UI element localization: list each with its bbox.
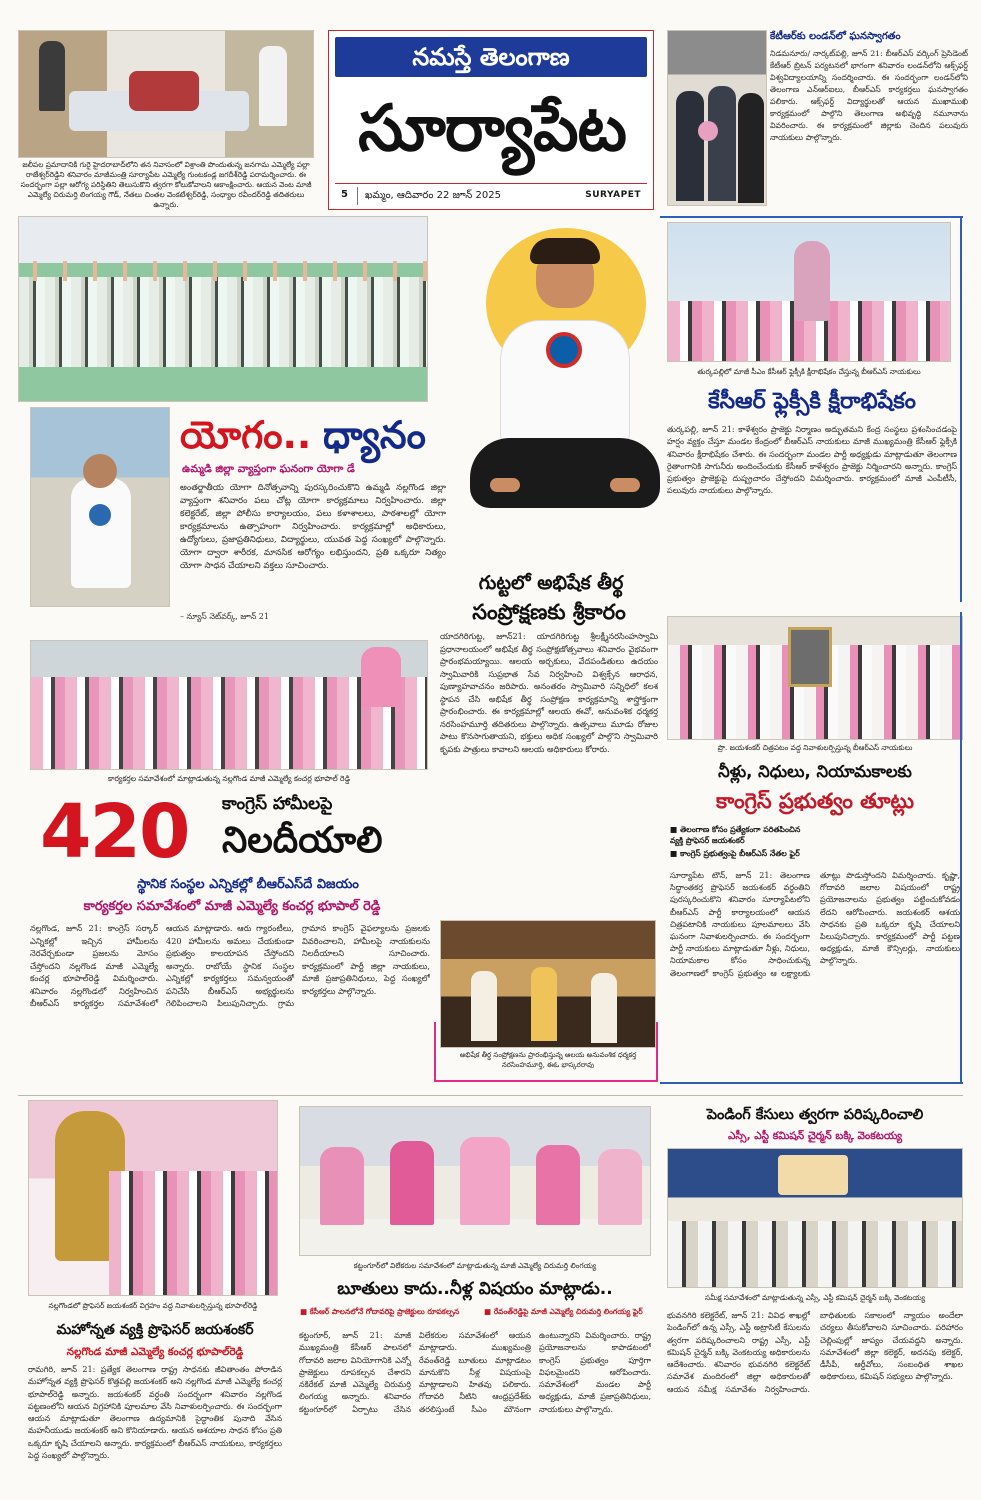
congress-bullet-1-text: తెలంగాణ కోసం ప్రత్యేకంగా పరితపించిన వ్యక్తి ప్రొఫెసర్ జయశంకర్	[670, 825, 801, 845]
commission-meeting-photo	[667, 1148, 963, 1288]
bullet-dot-icon: ■	[484, 1307, 494, 1316]
press-meet-photo	[299, 1106, 651, 1256]
kcr-flexi-photo	[667, 222, 951, 362]
yoga-credit: – న్యూస్ నెట్‌వర్క్, జూన్ 21	[180, 612, 269, 621]
masthead-brand-band	[335, 37, 647, 77]
pending-subheadline: ఎస్సీ, ఎస్టీ కమిషన్ చైర్మన్ బక్కి వెంకటయ్య	[727, 1130, 903, 1142]
edition-title: సూర్యాపేట	[358, 92, 626, 166]
pending-headline: పెండింగ్ కేసులు త్వరగా పరిష్కరించాలి	[706, 1107, 924, 1123]
page-number: 5	[341, 189, 348, 200]
r420-sub1: స్థానిక సంస్థల ఎన్నికల్లో బీఆర్ఎస్‌దే విజయం	[137, 877, 359, 892]
paper-name: నమస్తే తెలంగాణ	[412, 43, 570, 71]
buthulu-bullet-2-text: రేవంత్‌రెడ్డిపై మాజీ ఎమ్మెల్యే చిరుమర్తి లింగయ్య ఫైర్	[493, 1307, 643, 1316]
press-meet-caption: కట్టంగూర్‌లో విలేకరుల సమావేశంలో మాట్లాడుతున్న మాజీ ఎమ్మెల్యే చిరుమర్తి లింగయ్య	[353, 1261, 597, 1270]
edition-english: SURYAPET	[585, 190, 641, 200]
kcr-flexi-caption: తుర్కపల్లిలో మాజీ సీఎం కేసీఆర్ ఫ్లెక్సీకి క్షీరాభిషేకం చేస్తున్న బీఆర్‌ఎస్ నాయకులు	[697, 367, 921, 376]
guttalo-headline-line2: సంప్రోక్షణకు శ్రీకారం	[472, 600, 626, 624]
hospital-visit-caption: జలీపల ప్రమాదానికి గురై హైదరాబాద్‌లోని తన నివాసంలో విశ్రాంతి పొందుతున్న జనగామ ఎమ్మెల్యే పల్లా రాజేశ్వర్‌రెడ్డిని శనివారం మాజీమంత్రి సూర్యాపేట ఎమ్మెల్యే గుంటకండ్ల జగదీశ్‌రెడ్డి పరామర్శించారు. ఈ సందర్భంగా పల్లా ఆరోగ్య పరిస్థితిని తెలుసుకొని త్వరగా కోలుకోవాలని ఆకాంక్షించారు. ఆయన వెంట మాజీ ఎమ్మెల్యే చిరుమర్తి లింగయ్య గౌడ్, నేతలు చింతల వెంకటేశ్వర్‌రెడ్డి, సంధ్యాల రవీందర్‌రెడ్డి తదితరులు ఉన్నారు.	[20, 160, 312, 209]
yoga-body: అంతర్జాతీయ యోగా దినోత్సవాన్ని పురస్కరించుకొని ఉమ్మడి నల్లగొండ జిల్లా వ్యాప్తంగా శనివారం పలు చోట్ల యోగా కార్యక్రమాలు నిర్వహించారు. జిల్లా కలెక్టరేట్, జిల్లా పోలీసు కార్యాలయం, పలు కళాశాలలు, పాఠశాలల్లో యోగా కార్యక్రమాలను ఉత్సాహంగా నిర్వహించారు. కార్యక్రమాల్లో అధికారులు, ఉద్యోగులు, ప్రజాప్రతినిధులు, విద్యార్థులు, యువత పెద్ద సంఖ్యలో పాల్గొన్నారు. యోగా ద్వారా శారీరక, మానసిక ఆరోగ్యం లభిస్తుందని, ప్రతి ఒక్కరూ నిత్యం యోగా సాధన చేయాలని వక్తలు సూచించారు.	[180, 483, 446, 571]
jayashankar-tribute-caption: ప్రొ. జయశంకర్ చిత్రపటం వద్ద నివాళులర్పిస్తున్న బీఆర్‌ఎస్ నాయకులు	[717, 743, 913, 752]
r420-headline-line2: నిలదీయాలి	[222, 820, 383, 861]
bullet-dot-icon: ■	[670, 849, 681, 858]
yoga-headline-part1: యోగం..	[180, 413, 312, 457]
guttalo-temple-photo	[440, 920, 656, 1048]
yoga-subheadline: ఉమ్మడి జిల్లా వ్యాప్తంగా ఘనంగా యోగా డే	[182, 463, 355, 475]
pending-body: భువనగిరి కలెక్టరేట్, జూన్ 21: వివిధ శాఖల్లో పెండింగ్‌లో ఉన్న ఎస్సీ, ఎస్టీ అట్రాసిటీ కేసులను త్వరగా పరిష్కరించాలని రాష్ట్ర ఎస్సీ, ఎస్టీ కమిషన్ చైర్మన్ బక్కి వెంకటయ్య అధికారులను ఆదేశించారు. శనివారం భువనగిరి కలెక్టరేట్ సమావేశ మందిరంలో జిల్లా అధికారులతో ఆయన సమీక్ష సమావేశం నిర్వహించారు. బాధితులకు సకాలంలో న్యాయం అందేలా చర్యలు తీసుకోవాలని సూచించారు. పరిహారం చెల్లింపుల్లో జాప్యం చేయవద్దని అన్నారు. సమావేశంలో జిల్లా కలెక్టర్, అదనపు కలెక్టర్, డీసీపీ, ఆర్డీవోలు, సంబంధిత శాఖల అధికారులు, కమిషన్ సభ్యులు పాల్గొన్నారు.	[667, 1311, 963, 1394]
congress-bullet-2	[670, 848, 814, 859]
jayashankar-tribute-photo	[667, 616, 963, 740]
buthulu-bullet-1	[300, 1306, 480, 1317]
congress-bullet-1	[670, 824, 814, 846]
guttalo-headline-line1: గుట్టలో అభిషేక తీర్థ	[478, 572, 624, 594]
ktr-london-body: నిడమనూరు/ నార్కట్‌పల్లి, జూన్ 21: బీఆర్‌ఎస్ వర్కింగ్ ప్రెసిడెంట్ కేటీఆర్ బ్రిటన్ పర్యటనలో భాగంగా శనివారం లండన్‌లోని ఆక్స్‌ఫర్డ్ విశ్వవిద్యాలయాన్ని సందర్శించారు. ఈ సందర్భంగా లండన్‌లోని తెలంగాణ ఎన్ఆర్ఐలు, బీఆర్ఎస్ కార్యకర్తలు ఘనస్వాగతం పలికారు. ఆక్స్‌ఫర్డ్ విద్యార్థులతో ఆయన ముఖాముఖి కార్యక్రమంలో పాల్గొని తెలంగాణ అభివృద్ధి నమూనాను వివరించారు. ఈ కార్యక్రమంలో జిల్లాకు చెందిన పలువురు నాయకులు పాల్గొన్నారు.	[770, 49, 968, 142]
congress-bullet-2-text: కాంగ్రెస్ ప్రభుత్వంపై బీఆర్ఎస్ నేతల ఫైర్	[680, 849, 800, 858]
brs-meeting-photo	[30, 640, 428, 770]
big-number-420: 420	[40, 789, 189, 875]
buthulu-body: కట్టంగూర్, జూన్ 21: మాజీ ముఖ్యమంత్రి కేసీఆర్ పాలనలో గోదావరి జలాల వినియోగానికి ఎన్నో ప్రాజెక్టులు రూపకల్పన చేశారని నకిరేకల్ మాజీ ఎమ్మెల్యే చిరుమర్తి లింగయ్య అన్నారు. శనివారం కట్టంగూర్‌లో ఏర్పాటు చేసిన విలేకరుల సమావేశంలో ఆయన మాట్లాడారు. ముఖ్యమంత్రి రేవంత్‌రెడ్డి బూతులు మాట్లాడటం మానుకొని నీళ్ల విషయంపై మాట్లాడాలని హితవు పలికారు. గోదావరి నీటిని ఆంధ్రప్రదేశ్‌కు తరలిస్తుంటే సీఎం మౌనంగా ఉంటున్నారని విమర్శించారు. రాష్ట్ర ప్రయోజనాలను కాపాడటంలో కాంగ్రెస్ ప్రభుత్వం పూర్తిగా విఫలమైందని ఆరోపించారు. సమావేశంలో మండల పార్టీ అధ్యక్షుడు, మాజీ ప్రజాప్రతినిధులు, నాయకులు పాల్గొన్నారు.	[299, 1331, 651, 1414]
brs-meeting-caption: కార్యకర్తల సమావేశంలో మాట్లాడుతున్న నల్లగొండ మాజీ ఎమ్మెల్యే కంచర్ల భూపాల్ రెడ్డి	[107, 774, 351, 783]
bullet-dot-icon: ■	[670, 825, 681, 834]
commission-meeting-caption: సమీక్ష సమావేశంలో మాట్లాడుతున్న ఎస్సీ, ఎస్టీ కమిషన్ చైర్మన్ బక్కి వెంకటయ్య	[704, 1293, 926, 1302]
yoga-crowd-photo	[18, 216, 428, 402]
yoga-headline-part2: ధ్యానం	[323, 413, 426, 457]
guttalo-body: యాదగిరిగుట్ట, జూన్21: యాదగిరిగుట్ట శ్రీలక్ష్మీనరసింహస్వామి ప్రధానాలయంలో అభిషేక తీర్థ సంప్రోక్షణోత్సవాలు శనివారం వైభవంగా ప్రారంభమయ్యాయి. ఆలయ అర్చకులు, వేదపండితులు ఉదయం స్వామివారికి సుప్రభాత సేవ నిర్వహించి విశ్వక్సేన ఆరాధన, పుణ్యాహవాచనం జరిపారు. అనంతరం స్వామివారి సన్నిధిలో కలశ స్థాపన చేసి అభిషేక తీర్థ సంప్రోక్షణ కార్యక్రమాన్ని శాస్త్రోక్తంగా ప్రారంభించారు. ఈ కార్యక్రమాల్లో ఆలయ ఈవో, అనువంశిక ధర్మకర్త నరసింహమూర్తి తదితరులు పాల్గొన్నారు. ఉత్సవాలు మూడు రోజుల పాటు కొనసాగుతాయని, భక్తులు అధిక సంఖ్యలో పాల్గొని స్వామివారి కృపకు పాత్రులు కావాలని ఆలయ అధికారులు కోరారు.	[440, 631, 658, 754]
bullet-dot-icon: ■	[300, 1307, 310, 1316]
buthulu-headline: బూతులు కాదు..నీళ్ల విషయం మాట్లాడు..	[337, 1279, 613, 1299]
jayashankar-subheadline: నల్లగొండ మాజీ ఎమ్మెల్యే కంచర్ల భూపాల్‌రెడ్డి	[66, 1346, 244, 1358]
jayashankar-statue-photo	[28, 1100, 278, 1296]
r420-sub2: కార్యకర్తల సమావేశంలో మాజీ ఎమ్మెల్యే కంచర్ల భూపాల్ రెడ్డి	[83, 899, 381, 914]
guttalo-caption: అభిషేక తీర్థ సంప్రోక్షణను ప్రారంభిస్తున్న ఆలయ అనువంశిక ధర్మకర్త నరసింహమూర్తి, ఈఓ భాస్కరరావు	[459, 1051, 637, 1069]
jayashankar-headline: మహోన్నత వ్యక్తి ప్రొఫెసర్ జయశంకర్	[56, 1322, 254, 1338]
ktr-london-photo	[667, 30, 767, 206]
congress-headline-line2: కాంగ్రెస్ ప్రభుత్వం తూట్లు	[715, 789, 915, 813]
jayashankar-statue-caption: నల్లగొండలో ప్రొఫెసర్ జయశంకర్ విగ్రహం వద్ద నివాళులర్పిస్తున్న భూపాల్‌రెడ్డి	[48, 1301, 258, 1310]
congress-headline-line1: నీళ్లు, నిధులు, నియామకాలకు	[718, 762, 912, 781]
dateline: ఖమ్మం, ఆదివారం 22 జూన్ 2025	[365, 190, 501, 201]
r420-body: నల్లగొండ, జూన్ 21: కాంగ్రెస్ సర్కార్ ఎన్నికల్లో ఇచ్చిన హామీలను నెరవేర్చకుండా ప్రజలను మోసం చేస్తోందని నల్లగొండ మాజీ ఎమ్మెల్యే కంచర్ల భూపాల్‌రెడ్డి విమర్శించారు. శనివారం నల్లగొండలో నిర్వహించిన బీఆర్‌ఎస్ కార్యకర్తల సమావేశంలో ఆయన మాట్లాడారు. ఆరు గ్యారంటీలు, 420 హామీలను అమలు చేయకుండా ప్రభుత్వం కాలయాపన చేస్తోందని అన్నారు. రాబోయే స్థానిక సంస్థల ఎన్నికల్లో కార్యకర్తలు సమన్వయంతో పనిచేసి బీఆర్‌ఎస్ అభ్యర్థులను గెలిపించాలని పిలుపునిచ్చారు. గ్రామ గ్రామాన కాంగ్రెస్ వైఫల్యాలను ప్రజలకు వివరించాలని, హామీలపై నాయకులను నిలదీయాలని సూచించారు. కార్యక్రమంలో పార్టీ జిల్లా నాయకులు, మాజీ ప్రజాప్రతినిధులు, పెద్ద సంఖ్యలో కార్యకర్తలు పాల్గొన్నారు.	[30, 923, 430, 1008]
ktr-london-headline: కేటీఆర్‌కు లండన్‌లో ఘనస్వాగతం	[770, 31, 901, 42]
yoga-youth-photo	[30, 407, 170, 607]
jayashankar-body: రామగిరి, జూన్ 21: ప్రత్యేక తెలంగాణ రాష్ట్ర సాధనకు జీవితాంతం పోరాడిన మహోన్నత వ్యక్తి ప్రొఫెసర్ కొత్తపల్లి జయశంకర్ అని నల్లగొండ మాజీ ఎమ్మెల్యే కంచర్ల భూపాల్‌రెడ్డి అన్నారు. జయశంకర్ వర్ధంతి సందర్భంగా శనివారం నల్లగొండ పట్టణంలోని ఆయన విగ్రహానికి పూలమాల వేసి నివాళులర్పించారు. ఈ సందర్భంగా ఆయన మాట్లాడుతూ తెలంగాణ ఉద్యమానికి సైద్ధాంతిక పునాది వేసిన మహనీయుడు జయశంకర్ అని కొనియాడారు. ఆయన ఆశయాల సాధన కోసం ప్రతి ఒక్కరూ కృషి చేయాలని అన్నారు. కార్యక్రమంలో బీఆర్‌ఎస్ నాయకులు, కార్యకర్తలు పెద్ద సంఖ్యలో పాల్గొన్నారు.	[28, 1365, 282, 1461]
buthulu-bullet-1-text: కేసీఆర్ పాలనలోనే గోదావరిపై ప్రాజెక్టులు రూపకల్పన	[309, 1307, 460, 1316]
kcr-flexi-body: తుర్కపల్లి, జూన్ 21: కాళేశ్వరం ప్రాజెక్టు నిర్మాణం అద్భుతమని కేంద్ర సంస్థలు ప్రశంసించడంపై హర్షం వ్యక్తం చేస్తూ మండల కేంద్రంలో బీఆర్‌ఎస్ నాయకులు మాజీ ముఖ్యమంత్రి కేసీఆర్ ఫ్లెక్సీకి శనివారం క్షీరాభిషేకం చేశారు. ఈ సందర్భంగా మండల పార్టీ అధ్యక్షుడు మాట్లాడుతూ తెలంగాణ రైతాంగానికి సాగునీరు అందించేందుకు కేసీఆర్ కాళేశ్వరం ప్రాజెక్టు నిర్మించారని అన్నారు. కాంగ్రెస్ ప్రభుత్వం ప్రాజెక్టుపై దుష్ప్రచారం చేస్తోందని విమర్శించారు. కార్యక్రమంలో మాజీ ఎంపీటీసీ, పలువురు నాయకులు పాల్గొన్నారు.	[667, 425, 957, 496]
buthulu-bullet-2	[484, 1306, 654, 1317]
masthead	[328, 30, 654, 210]
congress-body: సూర్యాపేట టౌన్, జూన్ 21: తెలంగాణ సిద్ధాంతకర్త ప్రొఫెసర్ జయశంకర్ వర్ధంతిని పురస్కరించుకొని శనివారం సూర్యాపేటలోని బీఆర్‌ఎస్ పార్టీ కార్యాలయంలో ఆయన చిత్రపటానికి నాయకులు పూలమాలలు వేసి ఘనంగా నివాళులర్పించారు. ఈ సందర్భంగా పార్టీ నాయకులు మాట్లాడుతూ నీళ్లు, నిధులు, నియామకాల కోసం సాధించుకున్న తెలంగాణలో కాంగ్రెస్ ప్రభుత్వం ఆ లక్ష్యాలకు తూట్లు పొడుస్తోందని విమర్శించారు. కృష్ణా, గోదావరి జలాల విషయంలో రాష్ట్ర ప్రయోజనాలను ప్రభుత్వం పట్టించుకోవడం లేదని ఆరోపించారు. జయశంకర్ ఆశయ సాధనకు ప్రతి ఒక్కరూ కృషి చేయాలని పిలుపునిచ్చారు. కార్యక్రమంలో పార్టీ పట్టణ అధ్యక్షుడు, మాజీ కౌన్సిలర్లు, నాయకులు పాల్గొన్నారు.	[670, 871, 960, 978]
hospital-visit-photo	[18, 30, 314, 158]
yoga-woman-figure	[470, 228, 660, 558]
r420-headline-line1: కాంగ్రెస్ హామీలపై	[222, 794, 333, 814]
kcr-flexi-headline: కేసీఆర్ ఫ్లెక్సీకి క్షీరాభిషేకం	[708, 389, 916, 414]
